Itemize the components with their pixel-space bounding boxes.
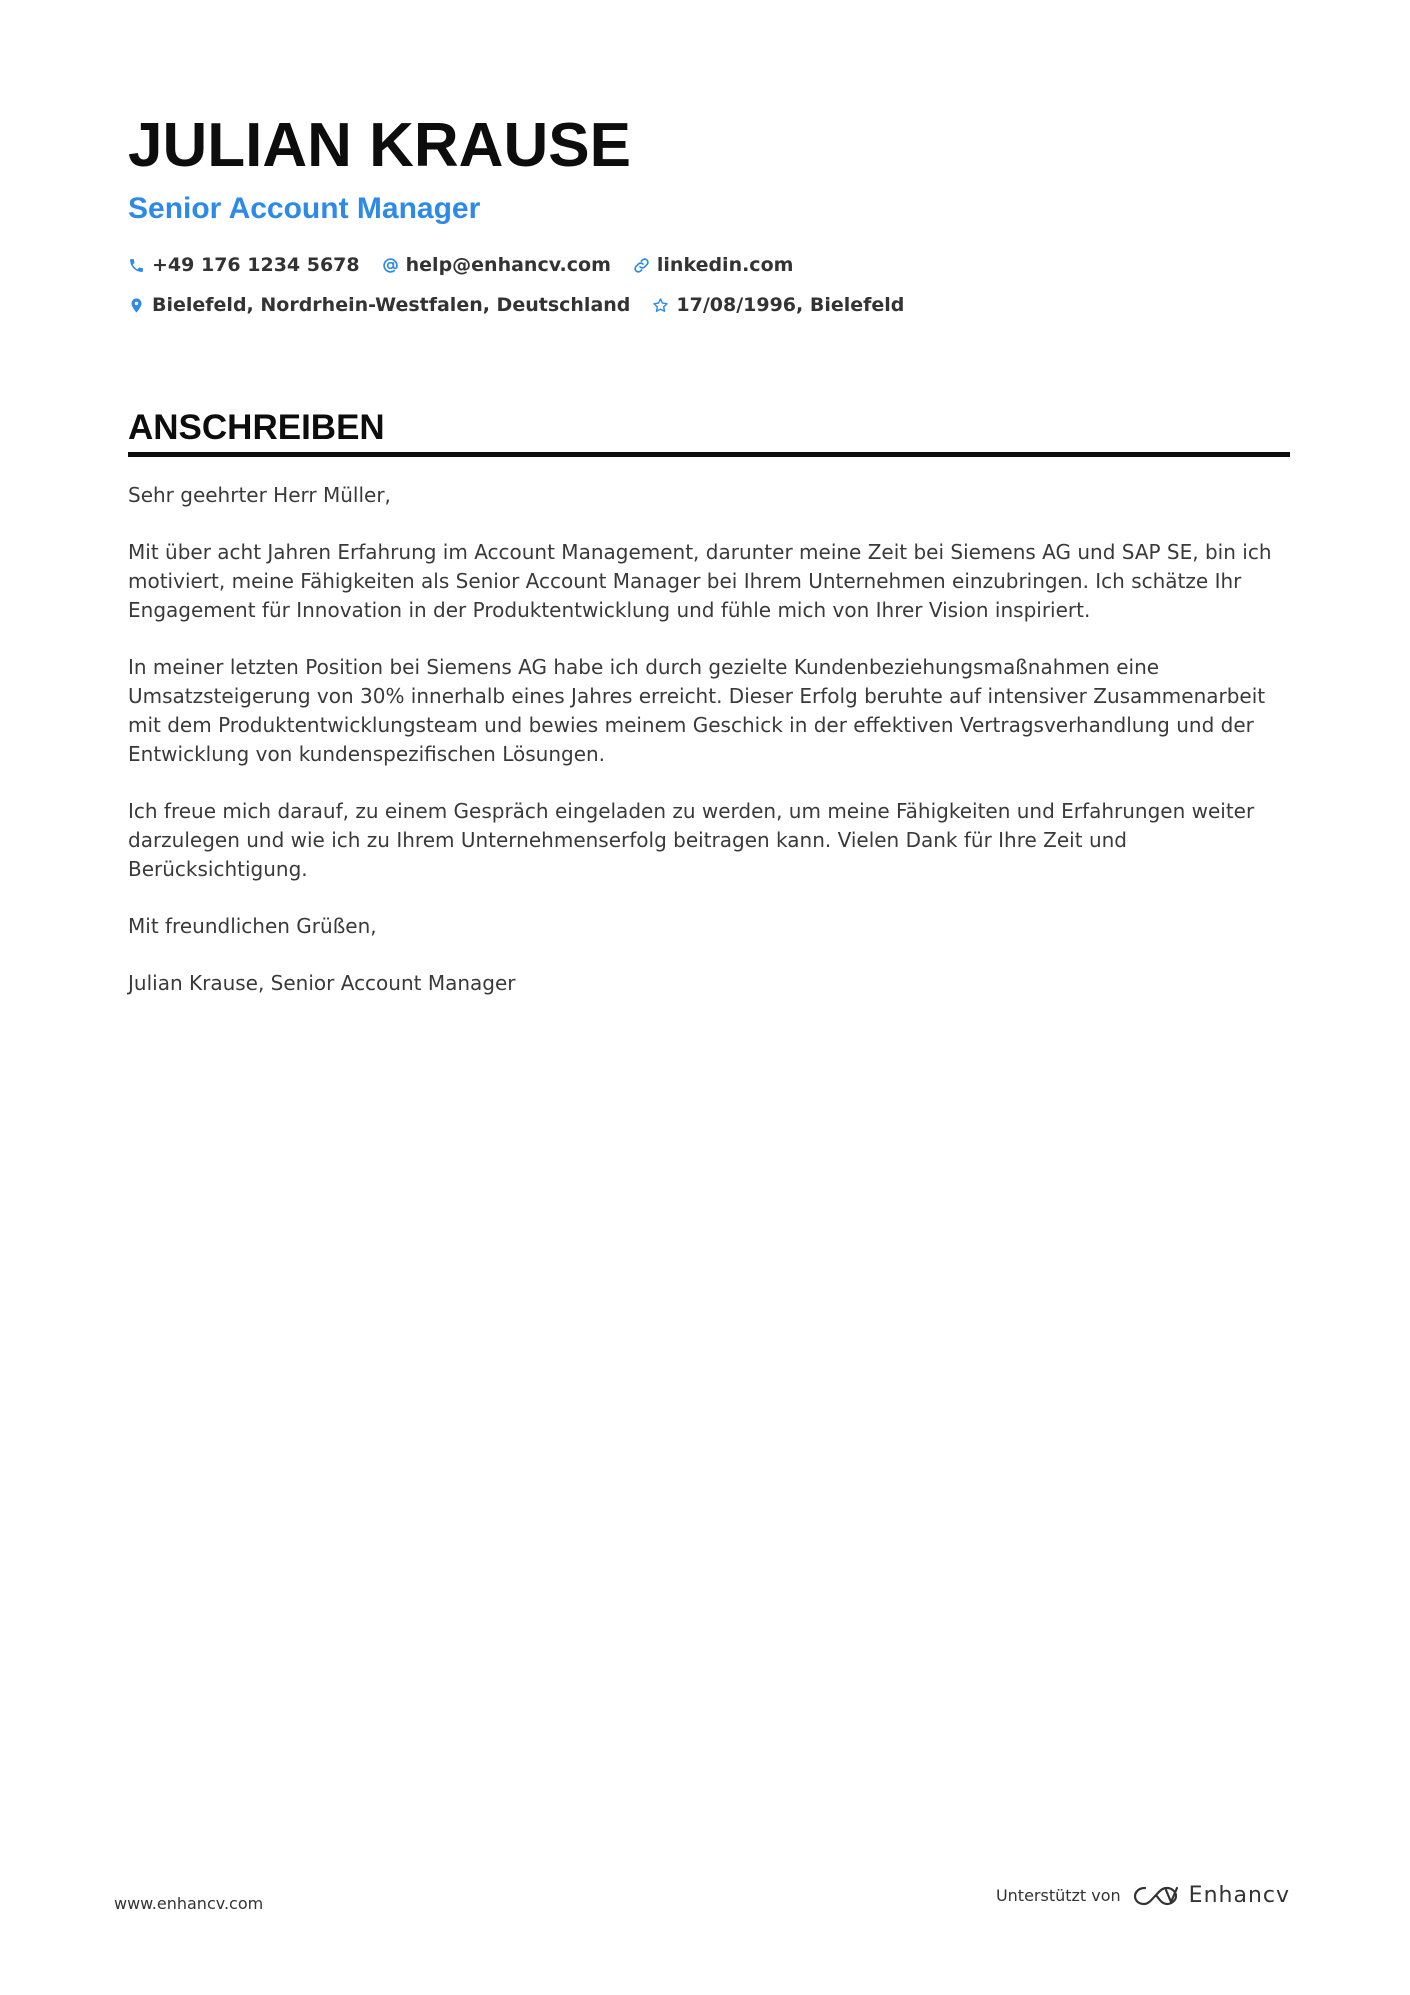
linkedin-text: linkedin.com: [656, 254, 794, 276]
header: [128, 110, 1288, 318]
contact-birth: [652, 292, 904, 318]
footer-website[interactable]: www.enhancv.com: [114, 1894, 264, 1913]
footer-powered-by: [996, 1883, 1290, 1908]
enhancv-logo-icon: [1133, 1884, 1179, 1908]
candidate-name: JULIAN KRAUSE: [128, 111, 631, 180]
brand-logo[interactable]: [1133, 1883, 1290, 1908]
contact-email: [382, 252, 611, 278]
email-text: help@enhancv.com: [405, 254, 611, 276]
phone-text: +49 176 1234 5678: [152, 254, 360, 276]
star-icon: [652, 297, 669, 314]
at-icon: [382, 257, 399, 274]
letter-body: [128, 481, 1290, 998]
location-text: Bielefeld, Nordrhein-Westfalen, Deutschland: [152, 294, 631, 316]
contact-phone: [128, 252, 360, 278]
letter-closing: Mit freundlichen Grüßen,: [128, 914, 377, 938]
letter-paragraph-2: In meiner letzten Position bei Siemens AG habe ich durch gezielte Kundenbeziehungsmaßnahmen eine Umsatzsteigerung von 30% innerhalb eines Jahres erreicht. Dieser Erfolg beruhte auf intensiver Zusammenarbeit mit dem Produktentwicklungsteam und bewies meinem Geschick in der effektiven Vertragsverhandlung und der Entwicklung von kundenspezifischen Lösungen.: [128, 655, 1266, 766]
link-icon: [633, 257, 650, 274]
section-title: ANSCHREIBEN: [128, 408, 1290, 457]
letter-signature: Julian Krause, Senior Account Manager: [128, 971, 516, 995]
letter-paragraph-1: Mit über acht Jahren Erfahrung im Account Management, darunter meine Zeit bei Siemens AG und SAP SE, bin ich motiviert, meine Fähigkeiten als Senior Account Manager bei Ihrem Unternehmen einzubringen. Ich schätze Ihr Engagement für Innovation in der Produktentwicklung und fühle mich von Ihrer Vision inspiriert.: [128, 540, 1272, 622]
job-title: Senior Account Manager: [128, 192, 481, 225]
letter-salutation: Sehr geehrter Herr Müller,: [128, 483, 391, 507]
letter-paragraph-3: Ich freue mich darauf, zu einem Gespräch eingeladen zu werden, um meine Fähigkeiten und Erfahrungen weiter darzulegen und wie ich zu Ihrem Unternehmenserfolg beitragen kann. Vielen Dank für Ihre Zeit und Berücksichtigung.: [128, 799, 1255, 881]
location-pin-icon: [128, 297, 145, 314]
powered-by-text: Unterstützt von: [995, 1886, 1121, 1905]
contact-info: [128, 252, 1288, 318]
birth-text: 17/08/1996, Bielefeld: [676, 294, 905, 316]
cover-letter-section: [128, 408, 1290, 1026]
phone-icon: [128, 257, 145, 274]
contact-location: [128, 292, 630, 318]
brand-name: Enhancv: [1188, 1883, 1290, 1908]
contact-linkedin: [633, 252, 794, 278]
